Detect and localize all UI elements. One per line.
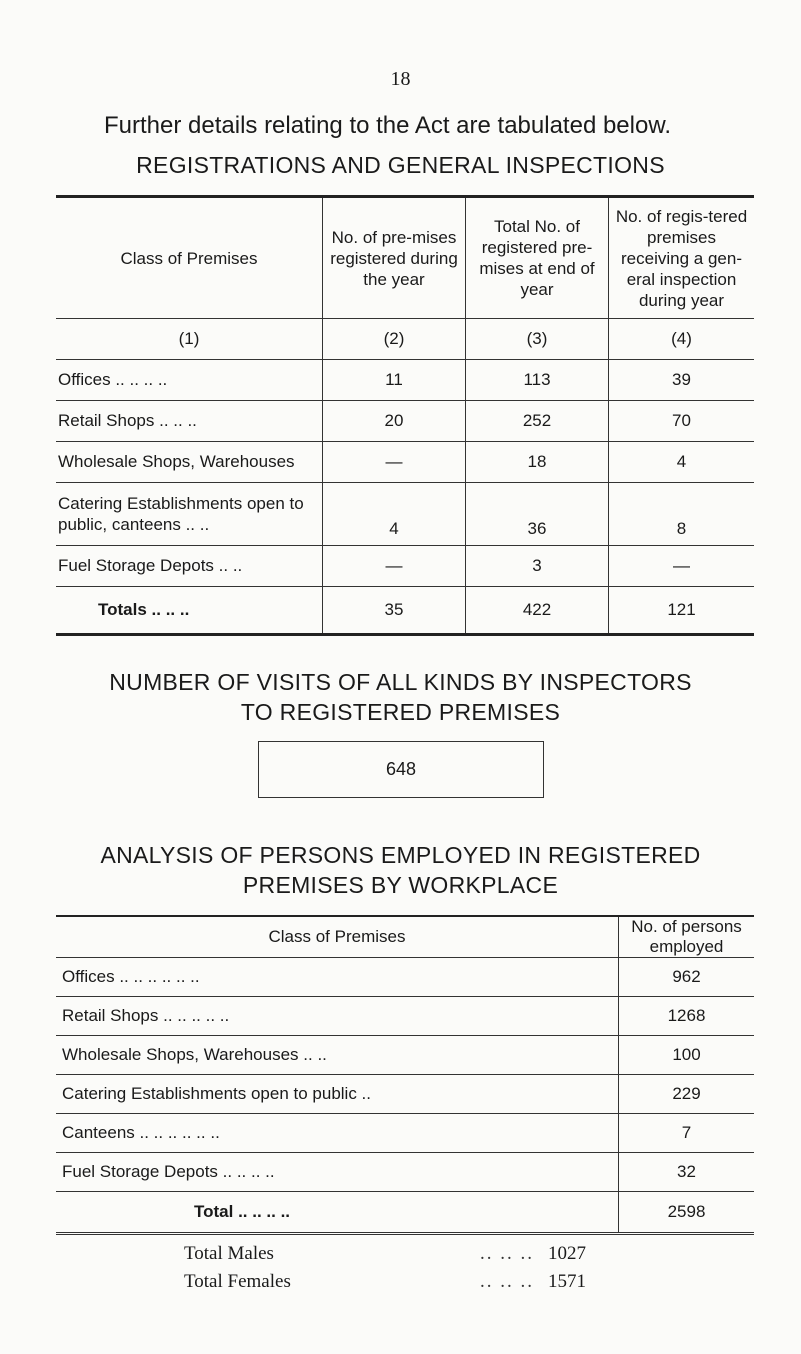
class-cell: Offices .. .. .. .. .. .. [56, 958, 619, 997]
total-cell: 422 [466, 587, 609, 635]
class-cell: Catering Establishments open to public, canteens .. .. [56, 483, 323, 546]
class-cell: Wholesale Shops, Warehouses [56, 442, 323, 483]
sex-value: 1027 [548, 1243, 586, 1264]
males-row [184, 1240, 608, 1268]
column-number: (4) [609, 319, 755, 360]
header-class-of-premises: Class of Premises [56, 197, 323, 319]
column-number: (3) [466, 319, 609, 360]
total-label: Total .. .. .. .. [56, 1192, 619, 1234]
table-row [56, 442, 754, 483]
class-cell: Catering Establishments open to public .. [56, 1075, 619, 1114]
total-cell: 18 [466, 442, 609, 483]
column-number: (2) [323, 319, 466, 360]
registered-cell: 20 [323, 401, 466, 442]
visits-count: 648 [385, 759, 417, 779]
inspected-cell: 121 [609, 587, 755, 635]
table-row [56, 1075, 754, 1114]
class-cell: Fuel Storage Depots .. .. [56, 546, 323, 587]
class-cell: Offices .. .. .. .. [56, 360, 323, 401]
header-class-of-premises: Class of Premises [56, 916, 619, 958]
class-cell: Retail Shops .. .. .. [56, 401, 323, 442]
total-cell: 252 [466, 401, 609, 442]
employment-table [56, 915, 754, 1235]
table-row [56, 958, 754, 997]
employment-heading [0, 840, 801, 900]
class-cell: Retail Shops .. .. .. .. .. [56, 997, 619, 1036]
sex-label: Total Females [184, 1271, 291, 1292]
header-persons-employed: No. of persons employed [619, 916, 755, 958]
employed-cell: 2598 [619, 1192, 755, 1234]
total-cell: 36 [466, 483, 609, 546]
visits-heading [0, 667, 801, 727]
sex-value: 1571 [548, 1271, 586, 1292]
registered-cell: — [323, 442, 466, 483]
table-row [56, 1153, 754, 1192]
registered-cell: — [323, 546, 466, 587]
table-row [56, 1036, 754, 1075]
visits-heading-line: NUMBER OF VISITS OF ALL KINDS BY INSPECTORS [109, 669, 692, 695]
employment-heading-line: ANALYSIS OF PERSONS EMPLOYED IN REGISTERED [100, 842, 701, 868]
table-row [56, 483, 754, 546]
employment-heading-line: PREMISES BY WORKPLACE [242, 872, 559, 898]
page-number: 18 [390, 68, 411, 90]
totals-row [56, 587, 754, 635]
employed-cell: 1268 [619, 997, 755, 1036]
table-header-row [56, 916, 754, 958]
class-cell: Fuel Storage Depots .. .. .. .. [56, 1153, 619, 1192]
class-cell: Canteens .. .. .. .. .. .. [56, 1114, 619, 1153]
total-row [56, 1192, 754, 1234]
header-general-inspection: No. of regis-tered premises receiving a gen-eral inspection during year [609, 197, 755, 319]
table-header-row [56, 197, 754, 319]
total-cell: 3 [466, 546, 609, 587]
header-total-registered: Total No. of registered pre-mises at end of year [466, 197, 609, 319]
employed-cell: 229 [619, 1075, 755, 1114]
registrations-table [56, 195, 754, 636]
intro-text: Further details relating to the Act are tabulated below. [104, 112, 672, 139]
table-row [56, 360, 754, 401]
table-row [56, 546, 754, 587]
employed-cell: 962 [619, 958, 755, 997]
column-number: (1) [56, 319, 323, 360]
totals-label: Totals .. .. .. [98, 600, 190, 619]
females-row [184, 1268, 608, 1296]
inspected-cell: — [609, 546, 755, 587]
sex-label: Total Males [184, 1243, 274, 1264]
inspected-cell: 4 [609, 442, 755, 483]
registered-cell: 35 [323, 587, 466, 635]
table-row [56, 1114, 754, 1153]
leader-dots: .. .. .. [480, 1271, 534, 1292]
employed-cell: 7 [619, 1114, 755, 1153]
sex-totals [184, 1240, 608, 1296]
table-row [56, 401, 754, 442]
registered-cell: 4 [323, 483, 466, 546]
table-row [56, 997, 754, 1036]
total-cell: 113 [466, 360, 609, 401]
registered-cell: 11 [323, 360, 466, 401]
visits-count-box [258, 741, 544, 798]
class-cell: Wholesale Shops, Warehouses .. .. [56, 1036, 619, 1075]
inspected-cell: 70 [609, 401, 755, 442]
employed-cell: 32 [619, 1153, 755, 1192]
inspected-cell: 8 [609, 483, 755, 546]
column-number-row [56, 319, 754, 360]
inspected-cell: 39 [609, 360, 755, 401]
visits-heading-line: TO REGISTERED PREMISES [240, 699, 561, 725]
registrations-heading: REGISTRATIONS AND GENERAL INSPECTIONS [136, 152, 665, 178]
employed-cell: 100 [619, 1036, 755, 1075]
header-registered-during-year: No. of pre-mises registered during the year [323, 197, 466, 319]
leader-dots: .. .. .. [480, 1243, 534, 1264]
